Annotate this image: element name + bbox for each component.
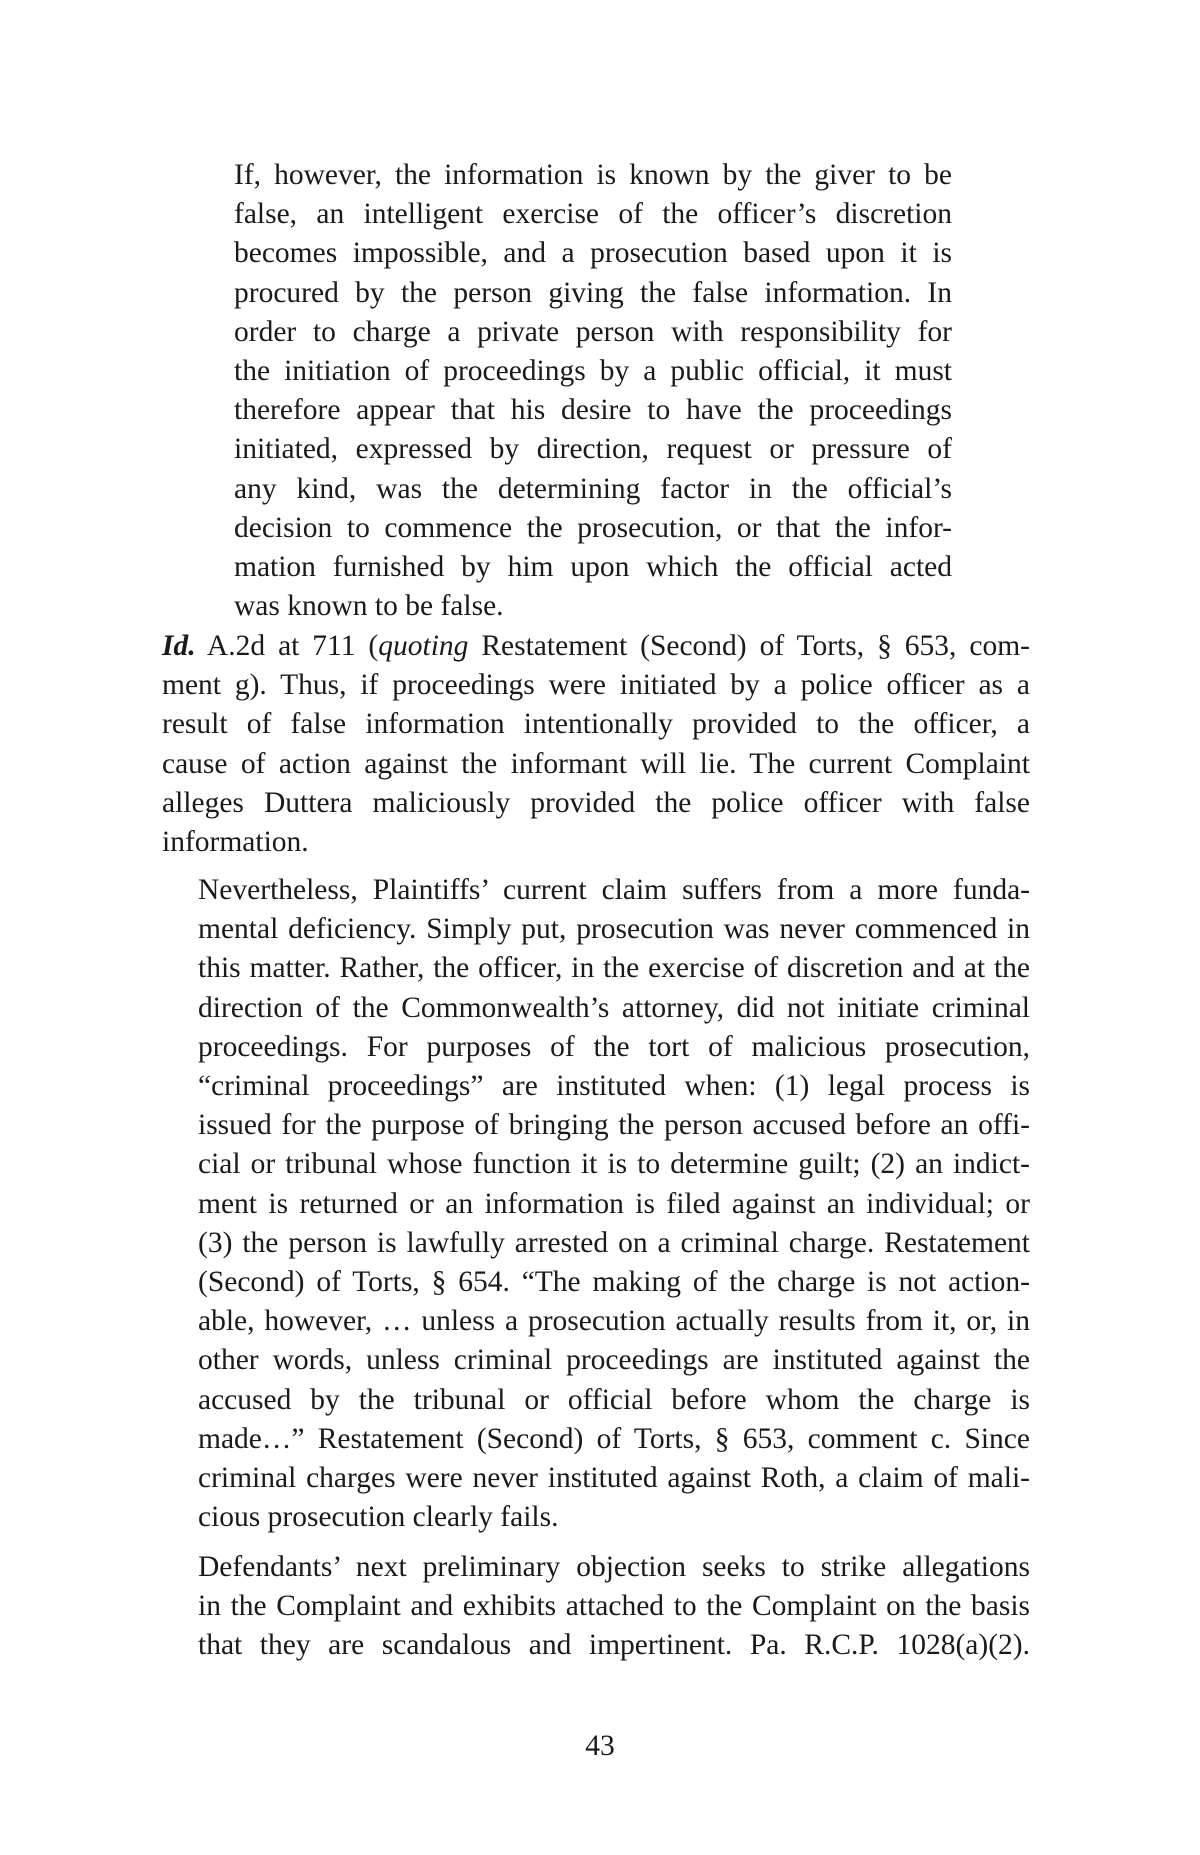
- quote-line: becomes impossible, and a prosecution based upon it is: [234, 237, 952, 270]
- paragraph-line: issued for the purpose of bringing the person accused before an offi-: [198, 1109, 1030, 1142]
- citation-text: A.2d at 711 (: [195, 630, 379, 662]
- paragraph-line: Nevertheless, Plaintiffs’ current claim suffers from a more funda-: [198, 874, 1030, 906]
- paragraph-line: cause of action against the informant will lie. The current Complaint: [162, 747, 1030, 780]
- paragraph-line: information.: [162, 826, 309, 859]
- quote-line: any kind, was the determining factor in the official’s: [234, 472, 952, 505]
- quote-line: decision to commence the prosecution, or that the infor-: [234, 511, 952, 544]
- paragraph-line: ment g). Thus, if proceedings were initiated by a police officer as a: [162, 669, 1030, 702]
- paragraph-line: made…” Restatement (Second) of Torts, § 653, comment c. Since: [198, 1422, 1030, 1455]
- paragraph-line: cious prosecution clearly fails.: [198, 1501, 559, 1534]
- paragraph-line: result of false information intentionally provided to the officer, a: [162, 708, 1030, 741]
- nevertheless-paragraph: [162, 871, 1030, 1537]
- block-quote: [234, 156, 952, 626]
- defendants-paragraph: [162, 1548, 1030, 1666]
- paragraph-line: other words, unless criminal proceedings are instituted against the: [198, 1344, 1030, 1377]
- paragraph-line: Defendants’ next preliminary objection seeks to strike allegations: [198, 1551, 1030, 1583]
- paragraph-line: that they are scandalous and impertinent. Pa. R.C.P. 1028(a)(2).: [198, 1629, 1030, 1662]
- paragraph-line: this matter. Rather, the officer, in the exercise of discretion and at the: [198, 952, 1030, 985]
- paragraph-line: criminal charges were never instituted against Roth, a claim of mali-: [198, 1462, 1030, 1495]
- quote-line: mation furnished by him upon which the official acted: [234, 551, 952, 584]
- quote-line: the initiation of proceedings by a public official, it must: [234, 355, 952, 388]
- citation-paragraph: [162, 627, 1030, 862]
- id-citation: Id.: [162, 630, 196, 662]
- paragraph-line: alleges Duttera maliciously provided the police officer with false: [162, 786, 1030, 819]
- paragraph-line: proceedings. For purposes of the tort of malicious prosecution,: [198, 1030, 1030, 1063]
- paragraph-line: direction of the Commonwealth’s attorney, did not initiate criminal: [198, 991, 1030, 1024]
- paragraph-line: ment is returned or an information is filed against an individual; or: [198, 1187, 1030, 1220]
- quote-line: order to charge a private person with responsibility for: [234, 315, 952, 348]
- paragraph-line: “criminal proceedings” are instituted when: (1) legal process is: [198, 1070, 1030, 1103]
- quote-line: procured by the person giving the false information. In: [234, 276, 952, 309]
- quote-line: initiated, expressed by direction, request or pressure of: [234, 433, 952, 466]
- quoting-signal: quoting: [378, 630, 469, 662]
- quote-line: If, however, the information is known by the giver to be: [234, 159, 952, 191]
- citation-text: Restatement (Second) of Torts, § 653, com-: [468, 630, 1030, 662]
- paragraph-line: able, however, … unless a prosecution actually results from it, or, in: [198, 1305, 1030, 1338]
- paragraph-line: in the Complaint and exhibits attached to the Complaint on the basis: [198, 1590, 1030, 1623]
- paragraph-line: cial or tribunal whose function it is to determine guilt; (2) an indict-: [198, 1148, 1030, 1181]
- citation-first-line: [162, 627, 1030, 666]
- paragraph-line: (3) the person is lawfully arrested on a criminal charge. Restatement: [198, 1226, 1030, 1259]
- paragraph-line: mental deficiency. Simply put, prosecution was never commenced in: [198, 913, 1030, 946]
- quote-line: therefore appear that his desire to have the proceedings: [234, 394, 952, 427]
- quote-line: was known to be false.: [234, 590, 504, 623]
- paragraph-line: accused by the tribunal or official before whom the charge is: [198, 1383, 1030, 1416]
- paragraph-line: (Second) of Torts, § 654. “The making of the charge is not action-: [198, 1266, 1030, 1299]
- page-number: 43: [585, 1730, 615, 1762]
- quote-line: false, an intelligent exercise of the officer’s discretion: [234, 198, 952, 231]
